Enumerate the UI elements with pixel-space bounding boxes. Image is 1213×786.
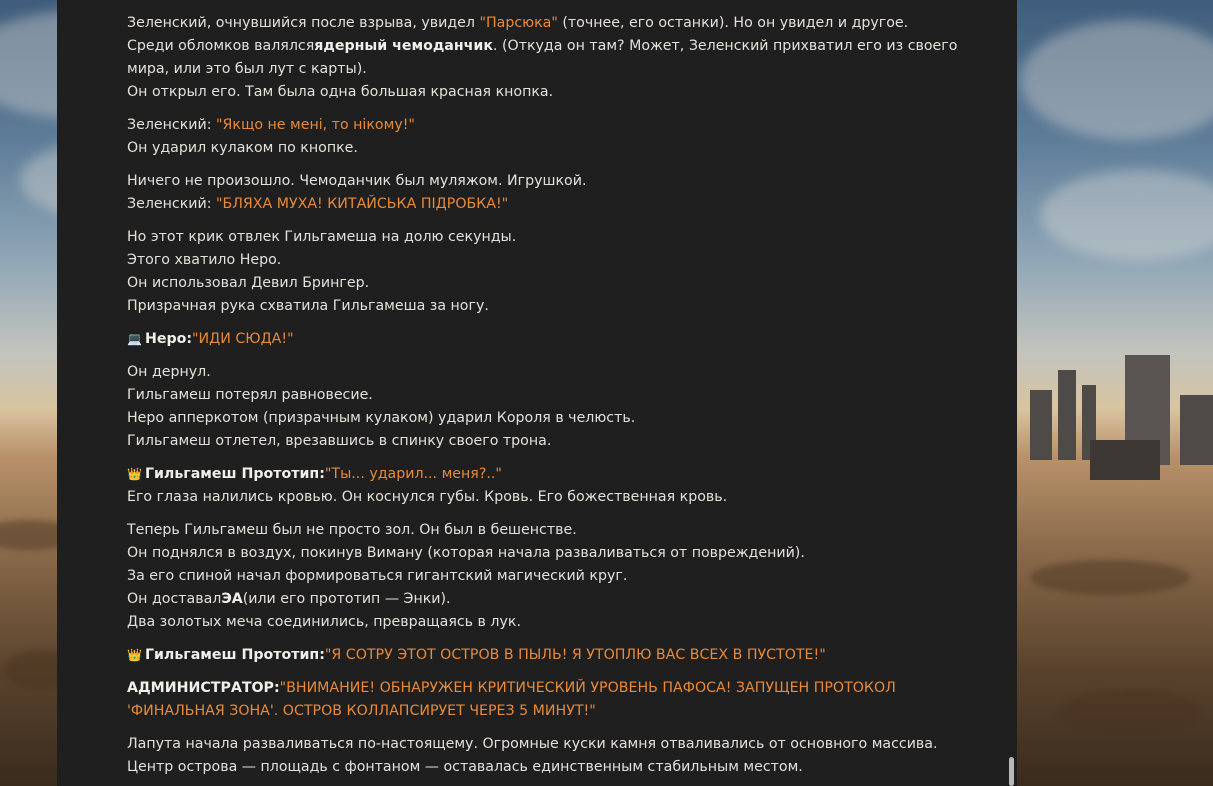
quote-highlight: "Я СОТРУ ЭТОТ ОСТРОВ В ПЫЛЬ! Я УТОПЛЮ ВАС ВСЕХ В ПУСТОТЕ!" <box>324 647 826 663</box>
story-paragraph <box>127 328 977 351</box>
story-line: Среди обломков валялсяядерный чемоданчик. (Откуда он там? Может, Зеленский прихватил его из своего <box>127 38 958 54</box>
story-line: Призрачная рука схватила Гильгамеша за ногу. <box>127 298 489 314</box>
crown-icon: 👑 <box>127 648 142 662</box>
story-paragraph <box>127 733 977 779</box>
story-line: За его спиной начал формироваться гигантский магический круг. <box>127 568 628 584</box>
story-line: Зеленский, очнувшийся после взрыва, увидел "Парсюка" (точнее, его останки). Но он увидел и другое. <box>127 15 909 31</box>
story-line: Теперь Гильгамеш был не просто зол. Он был в бешенстве. <box>127 522 577 538</box>
story-paragraph <box>127 644 977 667</box>
scrollbar-thumb[interactable] <box>1009 757 1014 786</box>
speaker-name: Зеленский: <box>127 196 216 212</box>
story-line: Он доставалЭА(или его прототип — Энки). <box>127 591 451 607</box>
story-line: Но этот крик отвлек Гильгамеша на долю секунды. <box>127 229 517 245</box>
quote-highlight: "Ты... ударил... меня?.." <box>324 466 502 482</box>
speaker-name: Гильгамеш Прототип: <box>144 647 325 663</box>
story-paragraph <box>127 677 977 723</box>
speaker-name: Неро: <box>144 331 193 347</box>
story-line: Два золотых меча соединились, превращаясь в лук. <box>127 614 521 630</box>
chat-panel <box>57 0 1017 786</box>
dialogue-line <box>127 677 977 700</box>
story-paragraph <box>127 463 977 509</box>
speaker-name: Гильгамеш Прототип: <box>144 466 325 482</box>
story-paragraph <box>127 114 977 160</box>
story-paragraph <box>127 519 977 634</box>
story-line: Он открыл его. Там была одна большая красная кнопка. <box>127 84 554 100</box>
story-line: Этого хватило Неро. <box>127 252 282 268</box>
story-line: Неро апперкотом (призрачным кулаком) ударил Короля в челюсть. <box>127 410 636 426</box>
story-line: Ничего не произошло. Чемоданчик был муляжом. Игрушкой. <box>127 173 587 189</box>
laptop-icon: 💻 <box>127 332 142 346</box>
story-line: Его глаза налились кровью. Он коснулся губы. Кровь. Его божественная кровь. <box>127 489 728 505</box>
story-line: Центр острова — площадь с фонтаном — оставалась единственным стабильным местом. <box>127 759 803 775</box>
story-line: Он ударил кулаком по кнопке. <box>127 140 358 156</box>
story-line: Он дернул. <box>127 364 211 380</box>
dialogue-line <box>127 114 977 137</box>
scrollbar-track[interactable] <box>1007 0 1017 786</box>
dialogue-line <box>127 193 977 216</box>
quote-highlight: "ВНИМАНИЕ! ОБНАРУЖЕН КРИТИЧЕСКИЙ УРОВЕНЬ ПАФОСА! ЗАПУЩЕН ПРОТОКОЛ <box>279 680 896 696</box>
quote-highlight: "Парсюка" <box>479 15 558 31</box>
quote-highlight: "ИДИ СЮДА!" <box>192 331 294 347</box>
story-paragraph <box>127 12 977 104</box>
dialogue-line <box>127 328 977 351</box>
story-line: мира, или это был лут с карты). <box>127 61 367 77</box>
speaker-name: АДМИНИСТРАТОР: <box>127 680 280 696</box>
crown-icon: 👑 <box>127 467 142 481</box>
story-paragraph <box>127 170 977 216</box>
story-line: Он использовал Девил Брингер. <box>127 275 370 291</box>
dialogue-line <box>127 644 977 667</box>
quote-highlight: "БЛЯХА МУХА! КИТАЙСЬКА ПІДРОБКА!" <box>216 196 509 212</box>
story-paragraph <box>127 226 977 318</box>
story-text <box>127 12 977 786</box>
dialogue-line <box>127 463 977 486</box>
bold-term: ядерный чемоданчик <box>314 38 493 54</box>
quote-highlight: 'ФИНАЛЬНАЯ ЗОНА'. ОСТРОВ КОЛЛАПСИРУЕТ ЧЕРЕЗ 5 МИНУТ!" <box>127 703 596 719</box>
story-line: Лапута начала разваливаться по-настоящему. Огромные куски камня отваливались от основного массива. <box>127 736 938 752</box>
story-line: Гильгамеш потерял равновесие. <box>127 387 373 403</box>
story-paragraph <box>127 361 977 453</box>
speaker-name: Зеленский: <box>127 117 216 133</box>
bold-term: ЭА <box>221 591 243 607</box>
story-line: Гильгамеш отлетел, врезавшись в спинку своего трона. <box>127 433 552 449</box>
story-line: Он поднялся в воздух, покинув Виману (которая начала разваливаться от повреждений). <box>127 545 805 561</box>
quote-highlight: "Якщо не мені, то нікому!" <box>216 117 415 133</box>
